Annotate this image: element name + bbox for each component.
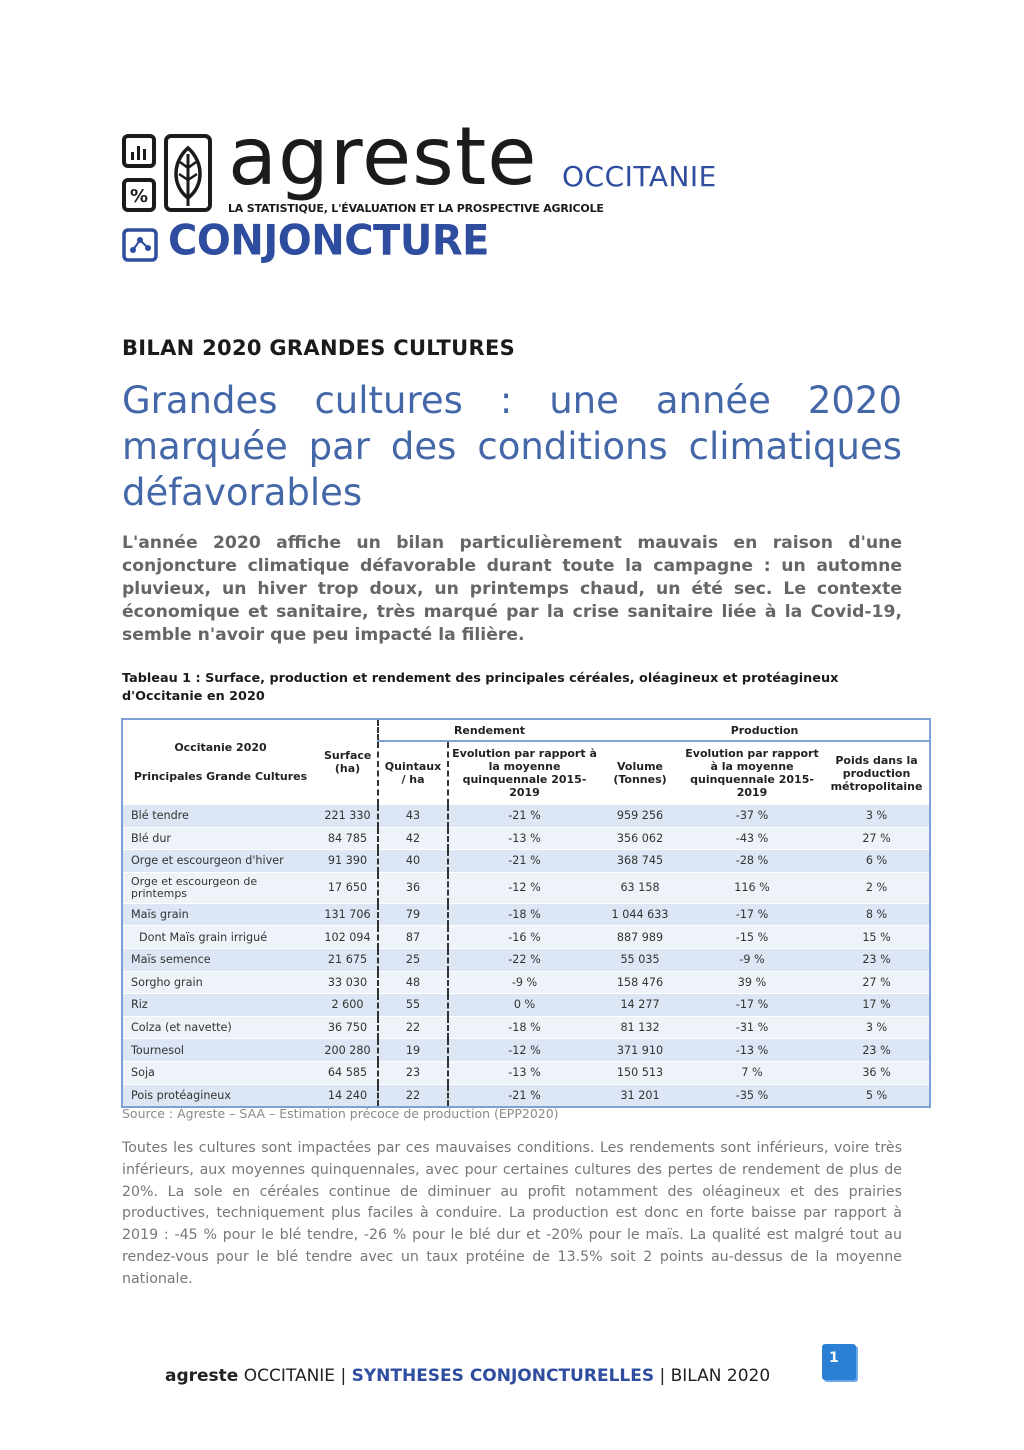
series-label: CONJONCTURE xyxy=(168,216,489,266)
table-row xyxy=(122,1016,930,1039)
cell-poids: 27 % xyxy=(824,827,930,850)
cell-surface: 2 600 xyxy=(318,994,378,1017)
table-row xyxy=(122,850,930,873)
footer-region: OCCITANIE | xyxy=(238,1366,352,1386)
cell-prod-evol: -31 % xyxy=(680,1016,824,1039)
cell-name: Pois protéagineux xyxy=(122,1084,318,1107)
body-paragraph: Toutes les cultures sont impactées par ces mauvaises conditions. Les rendements sont inférieurs, voire très inférieurs, aux moyennes quinquennales, avec pour certaines cultures des pertes de rendement de plus de 20%. La sole en céréales continue de diminuer au profit notamment des oléagineux et des prairies productives, techniquement plus faciles à conduire. La production est donc en forte baisse par rapport à 2019 : -45 % pour le blé tendre, -26 % pour le blé dur et -20% pour le maïs. La qualité est malgré tout au rendez-vous pour le blé tendre avec un taux protéine de 13.5% soit 2 points au-dessus de la moyenne nationale. xyxy=(122,1140,902,1287)
cell-rend-evol: -18 % xyxy=(448,903,600,926)
cell-volume: 1 044 633 xyxy=(600,903,680,926)
cell-quintaux: 55 xyxy=(378,994,448,1017)
header-group-rendement: Rendement xyxy=(378,719,600,741)
cell-prod-evol: -15 % xyxy=(680,926,824,949)
cell-surface: 221 330 xyxy=(318,805,378,828)
cell-surface: 200 280 xyxy=(318,1039,378,1062)
cell-name: Tournesol xyxy=(122,1039,318,1062)
cell-quintaux: 36 xyxy=(378,872,448,903)
table-row xyxy=(122,994,930,1017)
table-row xyxy=(122,948,930,971)
cell-rend-evol: -9 % xyxy=(448,971,600,994)
cell-name: Riz xyxy=(122,994,318,1017)
cell-surface: 21 675 xyxy=(318,948,378,971)
conjoncture-icon xyxy=(122,228,158,262)
header-volume: Volume (Tonnes) xyxy=(613,760,667,786)
cell-name: Soja xyxy=(122,1061,318,1084)
cell-name: Dont Maïs grain irrigué xyxy=(122,926,318,949)
cell-rend-evol: -22 % xyxy=(448,948,600,971)
cell-name: Colza (et navette) xyxy=(122,1016,318,1039)
cell-prod-evol: -17 % xyxy=(680,994,824,1017)
cell-name: Blé tendre xyxy=(122,805,318,828)
cell-volume: 55 035 xyxy=(600,948,680,971)
cell-quintaux: 43 xyxy=(378,805,448,828)
cell-prod-evol: 7 % xyxy=(680,1061,824,1084)
page-title: Grandes cultures : une année 2020 marquée par des conditions climatiques défavorables xyxy=(122,379,902,514)
cell-name: Maïs grain xyxy=(122,903,318,926)
cell-surface: 17 650 xyxy=(318,872,378,903)
agreste-logo xyxy=(122,110,742,278)
cell-name: Sorgho grain xyxy=(122,971,318,994)
crops-table xyxy=(121,718,931,1108)
cell-surface: 131 706 xyxy=(318,903,378,926)
cell-rend-evol: -21 % xyxy=(448,1084,600,1107)
header-quintaux: Quintaux / ha xyxy=(378,741,448,805)
cell-rend-evol: -13 % xyxy=(448,827,600,850)
table-row xyxy=(122,1061,930,1084)
cell-name: Blé dur xyxy=(122,827,318,850)
footer-section: SYNTHESES CONJONCTURELLES xyxy=(351,1366,655,1386)
cell-prod-evol: 116 % xyxy=(680,872,824,903)
cell-surface: 36 750 xyxy=(318,1016,378,1039)
cell-surface: 91 390 xyxy=(318,850,378,873)
region-label: OCCITANIE xyxy=(562,160,717,193)
cell-prod-evol: -35 % xyxy=(680,1084,824,1107)
cell-rend-evol: -16 % xyxy=(448,926,600,949)
cell-volume: 81 132 xyxy=(600,1016,680,1039)
cell-poids: 6 % xyxy=(824,850,930,873)
cell-volume: 150 513 xyxy=(600,1061,680,1084)
cell-surface: 14 240 xyxy=(318,1084,378,1107)
cell-surface: 64 585 xyxy=(318,1061,378,1084)
cell-quintaux: 22 xyxy=(378,1084,448,1107)
cell-prod-evol: -43 % xyxy=(680,827,824,850)
cell-volume: 63 158 xyxy=(600,872,680,903)
cell-prod-evol: 39 % xyxy=(680,971,824,994)
header-name xyxy=(122,719,318,805)
cell-poids: 3 % xyxy=(824,1016,930,1039)
cell-quintaux: 48 xyxy=(378,971,448,994)
header-rend-evol: Evolution par rapport à la moyenne quinquennale 2015-2019 xyxy=(452,747,597,799)
cell-poids: 36 % xyxy=(824,1061,930,1084)
cell-volume: 31 201 xyxy=(600,1084,680,1107)
header-name-bottom: Principales Grande Cultures xyxy=(133,770,308,783)
header-poids: Poids dans la production métropolitaine xyxy=(830,753,923,793)
table-row xyxy=(122,903,930,926)
cell-poids: 23 % xyxy=(824,948,930,971)
cell-name: Orge et escourgeon d'hiver xyxy=(122,850,318,873)
cell-poids: 5 % xyxy=(824,1084,930,1107)
lead-paragraph: L'année 2020 affiche un bilan particulièrement mauvais en raison d'une conjoncture climatique défavorable durant toute la campagne : un automne pluvieux, un hiver trop doux, un printemps chaud, un été sec. Le contexte économique et sanitaire, très marqué par la crise sanitaire liée à la Covid-19, semble n'avoir que peu impacté la filière. xyxy=(122,533,902,645)
cell-quintaux: 22 xyxy=(378,1016,448,1039)
table-row xyxy=(122,1039,930,1062)
brand-name: agreste xyxy=(228,110,538,203)
table-row xyxy=(122,926,930,949)
cell-volume: 158 476 xyxy=(600,971,680,994)
cell-quintaux: 25 xyxy=(378,948,448,971)
cell-surface: 102 094 xyxy=(318,926,378,949)
table-caption: Tableau 1 : Surface, production et rendement des principales céréales, oléagineux et protéagineux d'Occitanie en 2020 xyxy=(122,671,839,704)
table-row xyxy=(122,1084,930,1107)
brand-tagline: LA STATISTIQUE, L'ÉVALUATION ET LA PROSPECTIVE AGRICOLE xyxy=(228,202,604,215)
cell-poids: 15 % xyxy=(824,926,930,949)
cell-prod-evol: -9 % xyxy=(680,948,824,971)
cell-prod-evol: -37 % xyxy=(680,805,824,828)
cell-rend-evol: 0 % xyxy=(448,994,600,1017)
cell-volume: 356 062 xyxy=(600,827,680,850)
footer-suffix: | BILAN 2020 xyxy=(654,1366,771,1386)
page-number: 1 xyxy=(822,1344,856,1380)
cell-name: Orge et escourgeon de printemps xyxy=(122,872,318,903)
cell-volume: 371 910 xyxy=(600,1039,680,1062)
cell-quintaux: 79 xyxy=(378,903,448,926)
cell-quintaux: 23 xyxy=(378,1061,448,1084)
cell-rend-evol: -21 % xyxy=(448,805,600,828)
svg-text:%: % xyxy=(129,186,149,207)
cell-volume: 887 989 xyxy=(600,926,680,949)
table-row xyxy=(122,805,930,828)
cell-rend-evol: -18 % xyxy=(448,1016,600,1039)
header-group-production: Production xyxy=(600,719,930,741)
cell-poids: 27 % xyxy=(824,971,930,994)
table-row xyxy=(122,872,930,903)
cell-name: Maïs semence xyxy=(122,948,318,971)
cell-quintaux: 42 xyxy=(378,827,448,850)
cell-rend-evol: -12 % xyxy=(448,1039,600,1062)
cell-volume: 14 277 xyxy=(600,994,680,1017)
cell-prod-evol: -13 % xyxy=(680,1039,824,1062)
header-prod-evol: Evolution par rapport à la moyenne quinquennale 2015-2019 xyxy=(685,747,819,799)
cell-rend-evol: -13 % xyxy=(448,1061,600,1084)
cell-surface: 84 785 xyxy=(318,827,378,850)
header-surface: Surface (ha) xyxy=(318,719,378,805)
cell-rend-evol: -21 % xyxy=(448,850,600,873)
table-row xyxy=(122,971,930,994)
table-row xyxy=(122,827,930,850)
cell-rend-evol: -12 % xyxy=(448,872,600,903)
cell-poids: 2 % xyxy=(824,872,930,903)
cell-prod-evol: -28 % xyxy=(680,850,824,873)
cell-volume: 959 256 xyxy=(600,805,680,828)
cell-quintaux: 87 xyxy=(378,926,448,949)
table-source: Source : Agreste – SAA – Estimation précoce de production (EPP2020) xyxy=(122,1106,559,1121)
cell-prod-evol: -17 % xyxy=(680,903,824,926)
cell-quintaux: 40 xyxy=(378,850,448,873)
cell-surface: 33 030 xyxy=(318,971,378,994)
footer xyxy=(165,1366,770,1386)
cell-poids: 8 % xyxy=(824,903,930,926)
header-name-top: Occitanie 2020 xyxy=(174,741,267,754)
cell-volume: 368 745 xyxy=(600,850,680,873)
cell-quintaux: 19 xyxy=(378,1039,448,1062)
cell-poids: 23 % xyxy=(824,1039,930,1062)
cell-poids: 3 % xyxy=(824,805,930,828)
footer-brand: agreste xyxy=(165,1366,239,1386)
cell-poids: 17 % xyxy=(824,994,930,1017)
section-kicker: BILAN 2020 GRANDES CULTURES xyxy=(122,336,516,360)
